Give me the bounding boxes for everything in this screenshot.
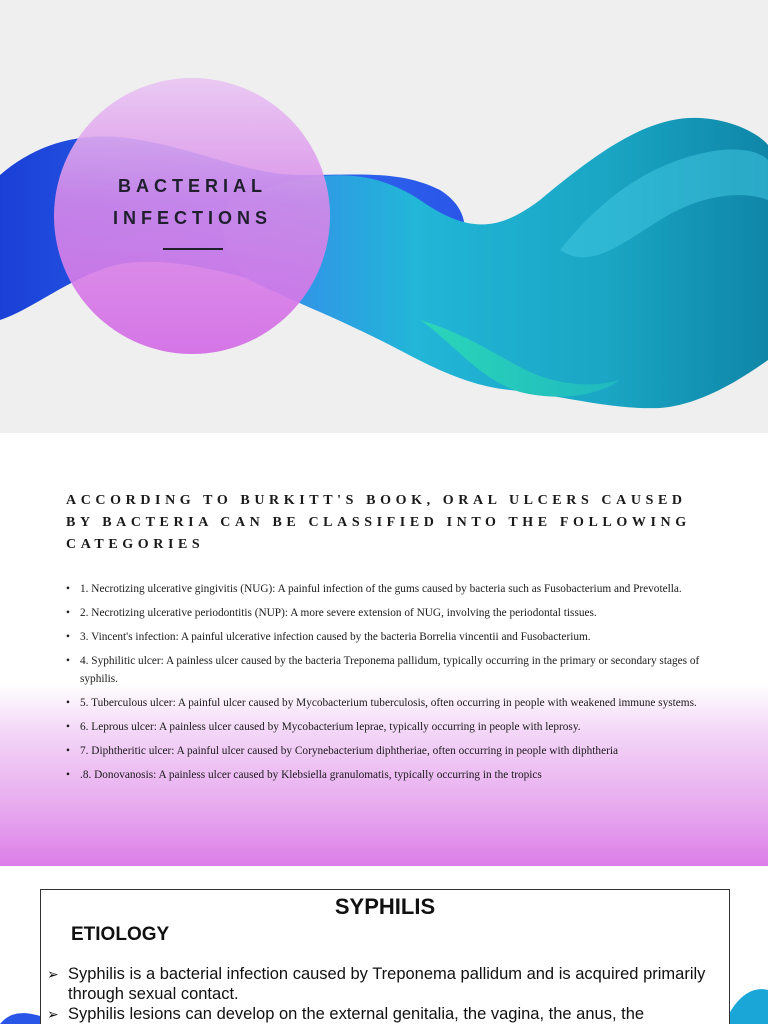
wave-fragment-left — [0, 1006, 40, 1024]
classification-slide — [0, 433, 768, 866]
syphilis-content-box — [40, 889, 730, 1024]
bullet-icon: • — [66, 583, 70, 595]
list-item: • 1. Necrotizing ulcerative gingivitis (NUG): A painful infection of the gums caused by bacteria such as Fusobacterium and Prevotella. — [66, 581, 706, 599]
slide-heading: ACCORDING TO BURKITT'S BOOK, ORAL ULCERS CAUSED BY BACTERIA CAN BE CLASSIFIED INTO THE FOLLOWING CATEGORIES — [66, 493, 691, 552]
arrow-bullet-icon: ➢ — [47, 966, 59, 982]
title-underline — [163, 248, 223, 250]
ulcer-category-list — [66, 581, 706, 791]
bullet-icon: • — [66, 655, 70, 667]
bullet-icon: • — [66, 744, 70, 757]
list-item: • 5. Tuberculous ulcer: A painful ulcer caused by Mycobacterium tuberculosis, often occurring in people with weakened immune systems. — [66, 695, 706, 713]
syphilis-slide — [0, 866, 768, 1024]
list-item: • 4. Syphilitic ulcer: A painless ulcer caused by the bacteria Treponema pallidum, typically occurring in the primary or secondary stages of syphilis. — [66, 655, 700, 685]
list-item: ➢ Syphilis lesions can develop on the external genitalia, the vagina, the anus, the — [47, 1005, 645, 1023]
etiology-list — [47, 964, 717, 1024]
section-subtitle: ETIOLOGY — [71, 924, 170, 945]
slide-title: SYPHILIS — [334, 894, 436, 919]
list-item: ➢ Syphilis is a bacterial infection caused by Treponema pallidum and is acquired primarily through sexual contact. — [47, 965, 706, 1003]
bullet-icon: • — [66, 607, 70, 619]
bullet-icon: • — [66, 631, 70, 643]
list-item: • 3. Vincent's infection: A painful ulcerative infection caused by the bacteria Borrelia vincentii and Fusobacterium. — [66, 629, 706, 647]
wave-fragment — [728, 986, 768, 1024]
title-block — [55, 170, 330, 250]
bullet-icon: • — [66, 720, 70, 733]
title-slide — [0, 0, 768, 433]
arrow-bullet-icon: ➢ — [47, 1006, 59, 1022]
list-item: • .8. Donovanosis: A painless ulcer caused by Klebsiella granulomatis, typically occurring in the tropics — [66, 767, 706, 785]
bullet-icon: • — [66, 696, 70, 709]
title-line-1: BACTERIAL — [118, 176, 267, 196]
title-line-2: INFECTIONS — [112, 208, 272, 228]
list-item: • 6. Leprous ulcer: A painless ulcer caused by Mycobacterium leprae, typically occurring in people with leprosy. — [66, 719, 706, 737]
list-item: • 7. Diphtheritic ulcer: A painful ulcer caused by Corynebacterium diphtheriae, often occurring in people with diphtheria — [66, 743, 706, 761]
bullet-icon: • — [66, 768, 70, 781]
list-item: • 2. Necrotizing ulcerative periodontitis (NUP): A more severe extension of NUG, involving the periodontal tissues. — [66, 605, 706, 623]
